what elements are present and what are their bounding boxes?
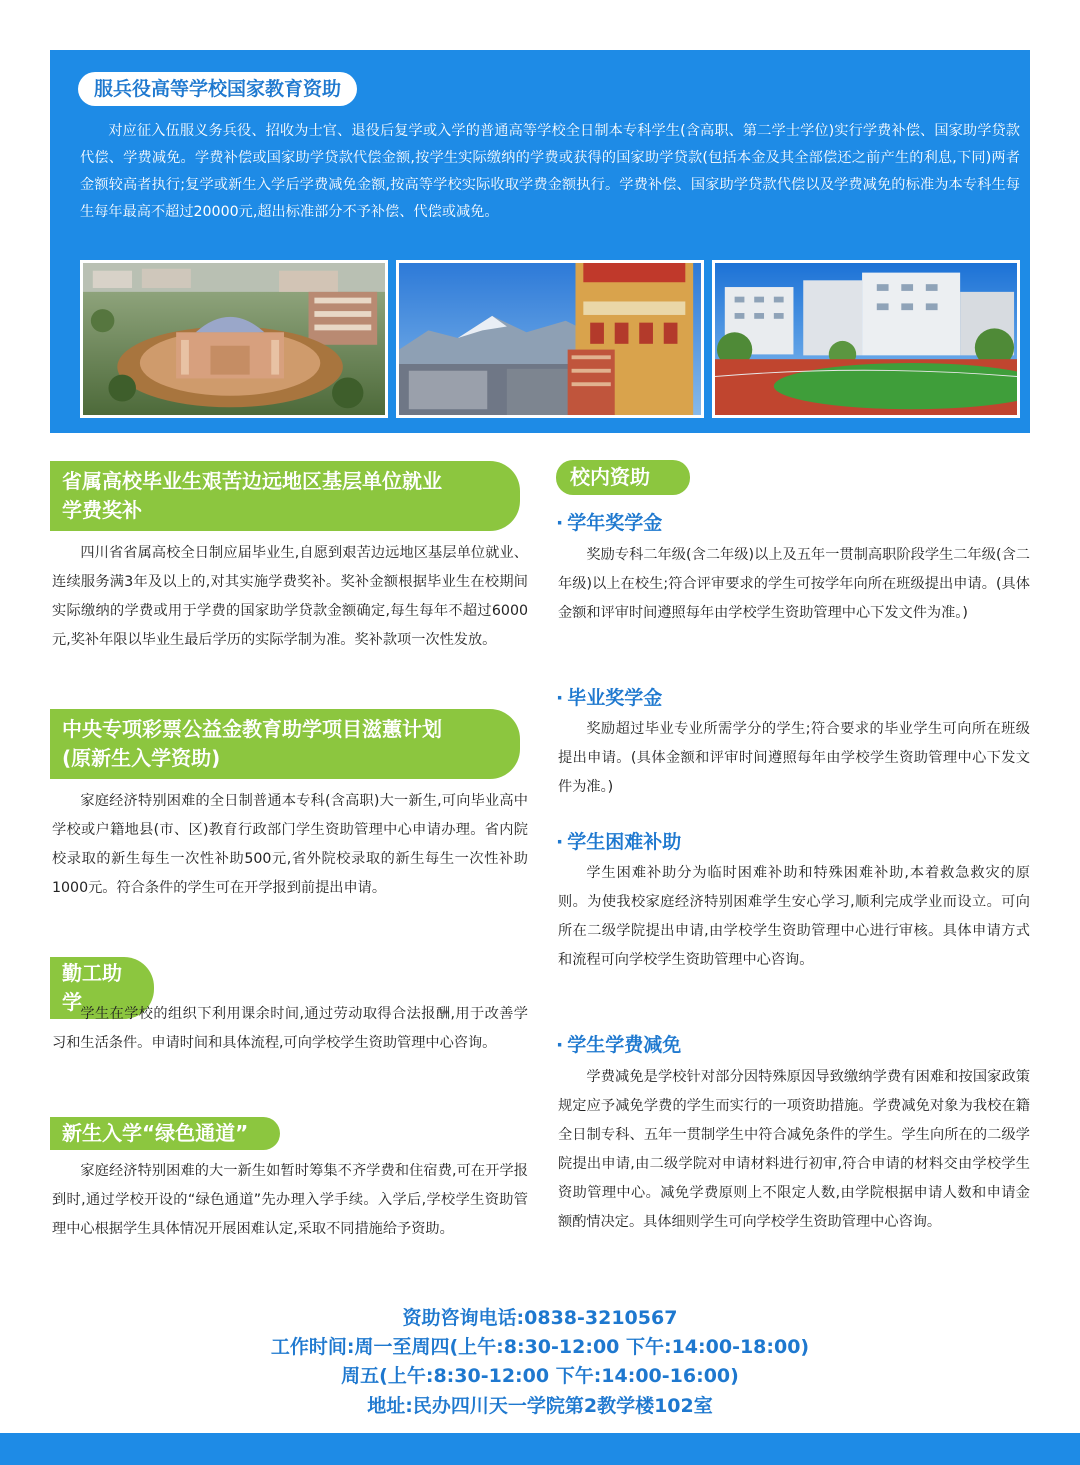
remote-employment-title-line1: 省属高校毕业生艰苦边远地区基层单位就业 [62, 469, 442, 493]
lottery-aid-title-line1: 中央专项彩票公益金教育助学项目滋蕙计划 [62, 717, 442, 741]
contact-phone: 资助咨询电话:0838-3210567 [402, 1307, 678, 1329]
office-hours: 工作时间:周一至周四(上午:8:30-12:00 下午:14:00-18:00) [270, 1336, 810, 1358]
bullet-dot: · [556, 831, 564, 853]
hardship-subsidy-text: 学生困难补助分为临时困难补助和特殊困难补助,本着救急救灾的原则。为使我校家庭经济特别困难学生安心学习,顺利完成学业而设立。可向所在二级学院提出申请,由学校学生资助管理中心进行审核。具体申请方式和流程可向学校学生资助管理中心咨询。 [558, 865, 1030, 968]
remote-employment-text: 四川省省属高校全日制应届毕业生,自愿到艰苦边远地区基层单位就业、连续服务满3年及以上的,对其实施学费奖补。奖补金额根据毕业生在校期间实际缴纳的学费或用于学费的国家助学贷款金额确定,每生每年不超过6000元,奖补年限以毕业生最后学历的实际学制为准。奖补款项一次性发放。 [52, 545, 528, 648]
lottery-aid-text: 家庭经济特别困难的全日制普通本专科(含高职)大一新生,可向毕业高中学校或户籍地县(市、区)教育行政部门学生资助管理中心申请办理。省内院校录取的新生每生一次性补助500元,省外院校录取的新生每生一次性补助1000元。符合条件的学生可在开学报到前提出申请。 [52, 793, 528, 896]
military-aid-text: 对应征入伍服义务兵役、招收为士官、退役后复学或入学的普通高等学校全日制本专科学生(含高职、第二学士学位)实行学费补偿、国家助学贷款代偿、学费减免。学费补偿或国家助学贷款代偿金额,按学生实际缴纳的学费或获得的国家助学贷款(包括本金及其全部偿还之前产生的利息,下同)两者金额较高者执行;复学或新生入学后学费减免金额,按高等学校实际收取学费金额执行。学费补偿、国家助学贷款代偿以及学费减免的标准为本专科生每生每年最高不超过20000元,超出标准部分不予补偿、代偿或减免。 [80, 123, 1020, 220]
bullet-dot: · [556, 1034, 564, 1056]
military-aid-panel [50, 50, 1030, 433]
tuition-waiver-title: 学生学费减免 [567, 1034, 682, 1056]
bullet-dot: · [556, 687, 564, 709]
hardship-subsidy-title: 学生困难补助 [567, 831, 682, 853]
bottom-bar [0, 1433, 1080, 1465]
green-channel-heading: 新生入学“绿色通道” [50, 1117, 280, 1150]
annual-scholarship-title: 学年奖学金 [567, 512, 663, 534]
campus-aid-heading: 校内资助 [556, 460, 690, 495]
tuition-waiver-text: 学费减免是学校针对部分因特殊原因导致缴纳学费有困难和按国家政策规定应予减免学费的学生而实行的一项资助措施。学费减免对象为我校在籍全日制专科、五年一贯制学生中符合减免条件的学生。学生向所在的二级学院提出申请,由二级学院对申请材料进行初审,符合申请的材料交由学校学生资助管理中心。减免学费原则上不限定人数,由学院根据申请人数和申请金额酌情决定。具体细则学生可向学校学生资助管理中心咨询。 [558, 1069, 1030, 1230]
remote-employment-heading [50, 461, 520, 531]
campus-aerial-photo [80, 260, 388, 418]
office-address: 地址:民办四川天一学院第2教学楼102室 [367, 1395, 713, 1417]
graduation-scholarship-title: 毕业奖学金 [567, 687, 663, 709]
graduation-scholarship-text: 奖励超过毕业专业所需学分的学生;符合要求的毕业学生可向所在班级提出申请。(具体金额和评审时间遵照每年由学校学生资助管理中心下发文件为准。) [558, 721, 1030, 795]
annual-scholarship-text: 奖励专科二年级(含二年级)以上及五年一贯制高职阶段学生二年级(含二年级)以上在校生;符合评审要求的学生可按学年向所在班级提出申请。(具体金额和评审时间遵照每年由学校学生资助管理中心下发文件为准。) [558, 547, 1030, 621]
lottery-aid-heading [50, 709, 520, 779]
annual-scholarship-heading [556, 508, 662, 535]
campus-sports-field-photo [712, 260, 1020, 418]
hardship-subsidy-heading [556, 827, 681, 854]
work-study-text: 学生在学校的组织下利用课余时间,通过劳动取得合法报酬,用于改善学习和生活条件。申请时间和具体流程,可向学校学生资助管理中心咨询。 [52, 1006, 528, 1051]
campus-tower-mountain-photo [396, 260, 704, 418]
work-study-heading: 勤工助学 [50, 957, 154, 1019]
bullet-dot: · [556, 512, 564, 534]
tuition-waiver-heading [556, 1030, 681, 1057]
friday-hours: 周五(上午:8:30-12:00 下午:14:00-16:00) [341, 1365, 739, 1387]
lottery-aid-title-line2: (原新生入学资助) [62, 746, 221, 770]
green-channel-text: 家庭经济特别困难的大一新生如暂时筹集不齐学费和住宿费,可在开学报到时,通过学校开设的“绿色通道”先办理入学手续。入学后,学校学生资助管理中心根据学生具体情况开展困难认定,采取不同措施给予资助。 [52, 1163, 528, 1237]
graduation-scholarship-heading [556, 683, 662, 710]
remote-employment-title-line2: 学费奖补 [62, 498, 142, 522]
military-aid-title: 服兵役高等学校国家教育资助 [78, 72, 357, 106]
